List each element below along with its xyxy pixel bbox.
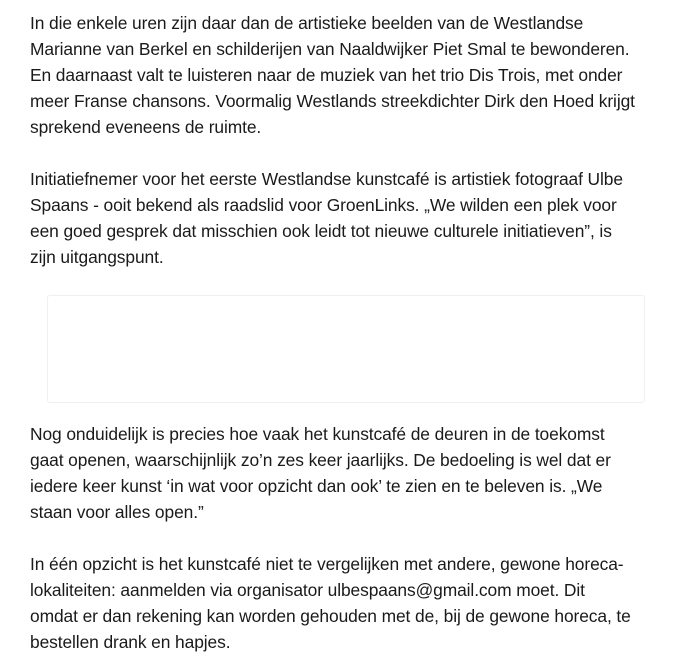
paragraph-line: In één opzicht is het kunstcafé niet te vergelijken met andere, gewone horeca-: [30, 554, 624, 574]
paragraph-line: meer Franse chansons. Voormalig Westlands streekdichter Dirk den Hoed krijgt: [30, 91, 635, 111]
paragraph-line: Initiatiefnemer voor het eerste Westlandse kunstcafé is artistiek fotograaf Ulbe: [30, 169, 623, 189]
paragraph-line: Marianne van Berkel en schilderijen van Naaldwijker Piet Smal te bewonderen.: [30, 39, 630, 59]
paragraph-line: En daarnaast valt te luisteren naar de muziek van het trio Dis Trois, met onder: [30, 65, 623, 85]
paragraph-line: gaat openen, waarschijnlijk zo’n zes keer jaarlijks. De bedoeling is wel dat er: [30, 450, 611, 470]
paragraph-line: sprekend eveneens de ruimte.: [30, 117, 262, 137]
article-paragraph-4: [30, 551, 670, 655]
paragraph-line: staan voor alles open.”: [30, 502, 204, 522]
paragraph-line: lokaliteiten: aanmelden via organisator ulbespaans@gmail.com moet. Dit: [30, 580, 585, 600]
paragraph-line: zijn uitgangspunt.: [30, 247, 164, 267]
article-paragraph-1: [30, 10, 670, 140]
paragraph-line: omdat er dan rekening kan worden gehouden met de, bij de gewone horeca, te: [30, 606, 631, 626]
paragraph-line: een goed gesprek dat misschien ook leidt tot nieuwe culturele initiatieven”, is: [30, 221, 612, 241]
paragraph-line: In die enkele uren zijn daar dan de artistieke beelden van de Westlandse: [30, 13, 584, 33]
paragraph-line: bestellen drank en hapjes.: [30, 632, 231, 652]
embedded-content-placeholder: [47, 295, 645, 403]
article-paragraph-3: [30, 421, 670, 525]
paragraph-line: iedere keer kunst ‘in wat voor opzicht dan ook’ te zien en te beleven is. „We: [30, 476, 603, 496]
paragraph-line: Nog onduidelijk is precies hoe vaak het kunstcafé de deuren in de toekomst: [30, 424, 605, 444]
paragraph-line: Spaans - ooit bekend als raadslid voor GroenLinks. „We wilden een plek voor: [30, 195, 617, 215]
article-paragraph-2: [30, 166, 670, 270]
